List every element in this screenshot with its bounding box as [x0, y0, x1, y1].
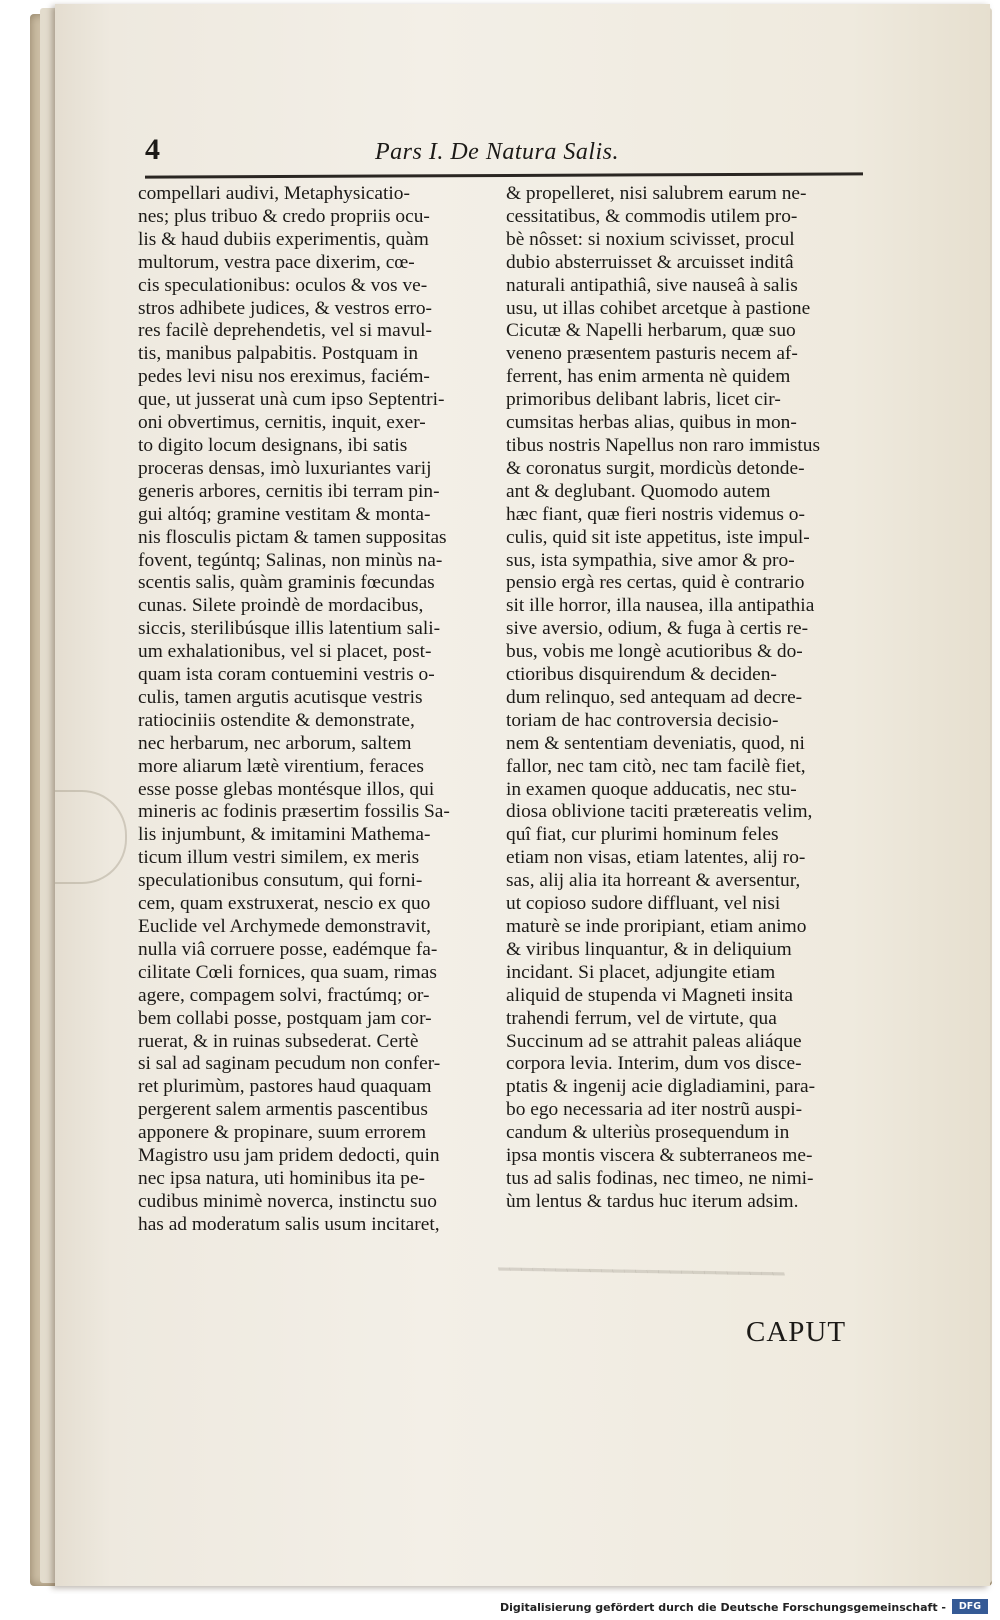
- text-line: ant & deglubant. Quomodo autem: [506, 480, 771, 502]
- text-line: mineris ac fodinis præsertim fossilis Sa-: [138, 801, 450, 823]
- text-line: apponere & propinare, suum errorem: [138, 1122, 427, 1144]
- digitization-credit: Digitalisierung gefördert durch die Deutsche Forschungsgemeinschaft -: [499, 1601, 946, 1614]
- text-line: naturali antipathiâ, sive nauseâ à salis: [506, 274, 798, 296]
- right-column: [506, 183, 864, 1214]
- text-line: ferrent, has enim armenta nè quidem: [506, 366, 791, 388]
- catchword: CAPUT: [746, 1316, 847, 1348]
- text-line: tibus nostris Napellus non raro immistus: [506, 434, 821, 456]
- text-line: sus, ista sympathia, sive amor & pro-: [506, 549, 795, 571]
- text-line: dum relinquo, sed antequam ad decre-: [506, 686, 803, 708]
- page-header: [145, 133, 865, 173]
- text-line: lis injumbunt, & imitamini Mathema-: [138, 824, 431, 846]
- text-line: fallor, nec tam citò, nec tam facilè fiet,: [506, 755, 806, 777]
- text-line: usu, ut illas cohibet arcetque à pastione: [506, 297, 811, 319]
- text-line: cem, quam exstruxerat, nescio ex quo: [138, 893, 431, 915]
- text-line: to digito locum designans, ibi satis: [138, 434, 408, 456]
- text-line: Cicutæ & Napelli herbarum, quæ suo: [506, 320, 796, 342]
- dfg-logo: DFG: [952, 1599, 988, 1614]
- text-line: culis, tamen argutis acutisque vestris: [138, 686, 423, 708]
- text-line: fovent, tegúntq; Salinas, non minùs na-: [138, 549, 443, 571]
- text-line: pergerent salem armentis pascentibus: [138, 1099, 428, 1121]
- text-line: nulla viâ corruere posse, eadémque fa-: [138, 938, 438, 960]
- text-line: stros adhibete judices, & vestros erro-: [138, 297, 433, 319]
- text-line: scentis salis, quàm graminis fœcundas: [138, 572, 435, 594]
- text-line: primoribus delibant labris, licet cir-: [506, 389, 781, 411]
- text-line: sas, alij alia ita horreant & aversentur,: [506, 870, 801, 892]
- text-line: & propelleret, nisi salubrem earum ne-: [506, 183, 807, 204]
- text-line: speculationibus consutum, qui forni-: [138, 870, 423, 892]
- text-line: ptatis & ingenij acie digladiamini, para-: [506, 1076, 816, 1098]
- text-line: Euclide vel Archymede demonstravit,: [138, 916, 431, 937]
- text-line: culis, quid sit iste appetitus, iste impul-: [506, 526, 810, 548]
- text-line: ctioribus disquirendum & deciden-: [506, 664, 777, 686]
- text-line: bem collabi posse, postquam jam cor-: [138, 1007, 432, 1029]
- text-line: aliquid de stupenda vi Magneti insita: [506, 984, 794, 1006]
- text-line: Succinum ad se attrahit paleas aliáque: [506, 1030, 802, 1052]
- text-line: um exhalationibus, vel si placet, post-: [138, 641, 432, 663]
- text-line: in examen quoque adducatis, nec stu-: [506, 778, 797, 800]
- text-line: candum & ulteriùs prosequendum in: [506, 1122, 790, 1144]
- text-line: ret plurimùm, pastores haud quaquam: [138, 1076, 432, 1098]
- text-line: que, ut jusserat unà cum ipso Septentri-: [138, 389, 445, 411]
- text-line: ut copioso sudore diffluant, vel nisi: [506, 893, 781, 915]
- text-line: generis arbores, cernitis ibi terram pin-: [138, 480, 440, 502]
- text-line: hæc fiant, quæ fieri nostris videmus o-: [506, 503, 805, 525]
- text-line: ruerat, & in ruinas subsederat. Certè: [138, 1030, 419, 1052]
- text-line: Magistro usu jam pridem dedocti, quin: [138, 1145, 440, 1167]
- text-line: bus, vobis me longè acutioribus & do-: [506, 641, 803, 663]
- text-line: quam ista coram contuemini vestris o-: [138, 664, 435, 686]
- text-line: incidant. Si placet, adjungite etiam: [506, 961, 776, 983]
- text-line: cumsitas herbas alias, quibus in mon-: [506, 412, 797, 434]
- text-line: veneno præsentem pasturis necem af-: [506, 343, 798, 365]
- text-line: agere, compagem solvi, fractúmq; or-: [138, 984, 430, 1006]
- text-line: nec ipsa natura, uti hominibus ita pe-: [138, 1167, 426, 1189]
- text-line: cessitatibus, & commodis utilem pro-: [506, 205, 798, 227]
- text-line: nes; plus tribuo & credo propriis ocu-: [138, 205, 430, 227]
- text-line: res facilè deprehendetis, vel si mavul-: [138, 320, 432, 342]
- text-line: cilitate Cœli fornices, qua suam, rimas: [138, 961, 437, 983]
- page-number: 4: [145, 133, 160, 166]
- text-line: has ad moderatum salis usum incitaret,: [138, 1213, 440, 1235]
- text-line: diosa oblivione taciti prætereatis velim,: [506, 801, 813, 823]
- text-line: siccis, sterilibúsque illis latentium sali-: [138, 618, 441, 640]
- text-line: esse posse glebas montésque illos, qui: [138, 778, 435, 800]
- text-line: gui altóq; gramine vestitam & monta-: [138, 503, 431, 525]
- text-line: cunas. Silete proindè de mordacibus,: [138, 595, 424, 617]
- text-line: nis flosculis pictam & tamen suppositas: [138, 526, 447, 548]
- text-line: tis, manibus palpabitis. Postquam in: [138, 343, 419, 365]
- text-line: trahendi ferrum, vel de virtute, qua: [506, 1007, 777, 1029]
- text-line: etiam non visas, etiam latentes, alij ro-: [506, 847, 806, 869]
- text-line: & viribus linquantur, & in deliquium: [506, 938, 792, 960]
- text-line: pedes levi nisu nos ereximus, faciém-: [138, 366, 430, 388]
- text-line: pensio ergà res certas, quid è contrario: [506, 572, 805, 594]
- text-line: tus ad salis fodinas, nec timeo, ne nimi-: [506, 1167, 814, 1189]
- text-line: ùm lentus & tardus huc iterum adsim.: [506, 1190, 799, 1212]
- text-line: more aliarum lætè virentium, feraces: [138, 755, 424, 777]
- text-line: si sal ad saginam pecudum non confer-: [138, 1053, 441, 1075]
- text-line: lis & haud dubiis experimentis, quàm: [138, 228, 429, 250]
- left-column: [138, 183, 490, 1237]
- running-head: Pars I. De Natura Salis.: [375, 139, 620, 165]
- text-line: proceras densas, imò luxuriantes varij: [138, 457, 432, 479]
- text-line: sive aversio, odium, & fuga à certis re-: [506, 618, 809, 640]
- text-line: oni obvertimus, cernitis, inquit, exer-: [138, 412, 426, 434]
- text-line: & coronatus surgit, mordicùs detonde-: [506, 457, 805, 479]
- text-line: ipsa montis viscera & subterraneos me-: [506, 1145, 813, 1167]
- text-line: ratiociniis ostendite & demonstrate,: [138, 709, 415, 731]
- text-line: dubio absterruisset & arcuisset inditâ: [506, 251, 794, 273]
- text-line: corpora levia. Interim, dum vos disce-: [506, 1053, 802, 1075]
- text-line: bo ego necessaria ad iter nostrũ auspi-: [506, 1099, 803, 1121]
- text-line: cudibus minimè noverca, instinctu suo: [138, 1190, 437, 1212]
- text-line: maturè se inde proripiant, etiam animo: [506, 916, 807, 937]
- text-line: bè nôsset: si noxium scivisset, procul: [506, 228, 795, 250]
- text-line: ticum illum vestri similem, ex meris: [138, 847, 420, 869]
- text-line: nec herbarum, nec arborum, saltem: [138, 732, 412, 754]
- text-line: multorum, vestra pace dixerim, cœ-: [138, 251, 415, 273]
- bleed-through-right: ━━━━━━━━━━━━━━━━━━━━━━━━━: [499, 1259, 787, 1286]
- text-line: toriam de hac controversia decisio-: [506, 709, 779, 731]
- text-line: compellari audivi, Metaphysicatio-: [138, 183, 410, 204]
- text-line: quî fiat, cur plurimi hominum feles: [506, 824, 779, 846]
- text-line: sit ille horror, illa nausea, illa antipathia: [506, 595, 815, 617]
- text-line: cis speculationibus: oculos & vos ve-: [138, 274, 428, 296]
- text-line: nem & sententiam deveniatis, quod, ni: [506, 732, 805, 754]
